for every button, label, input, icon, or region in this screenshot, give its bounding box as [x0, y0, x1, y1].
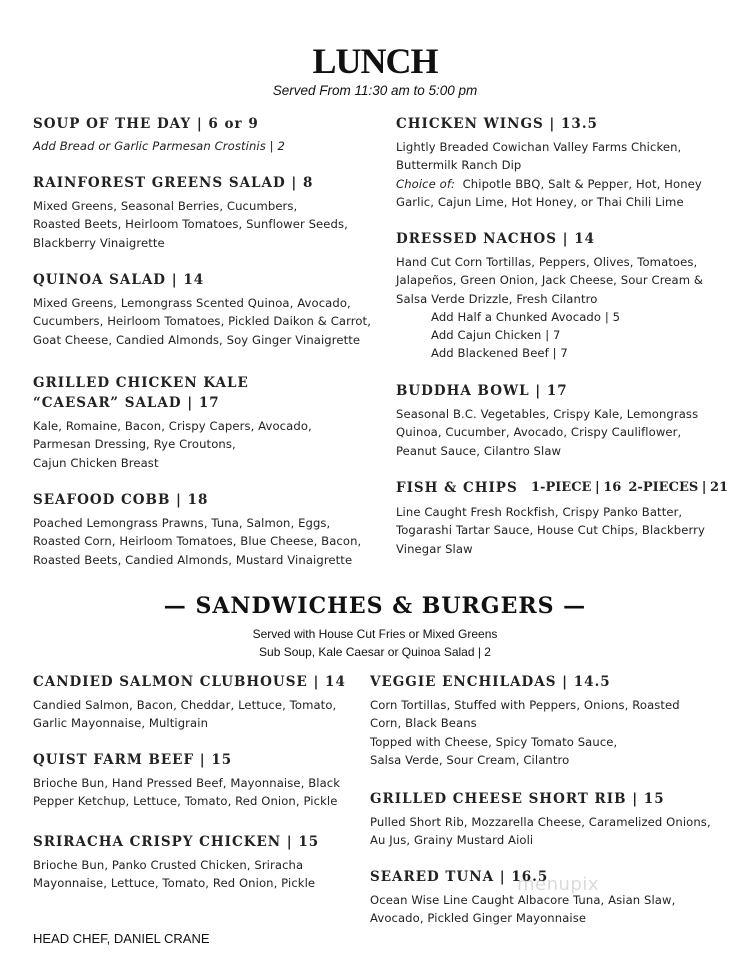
- desc-line: Goat Cheese, Candied Almonds, Soy Ginger Vinaigrette: [33, 332, 361, 347]
- desc-line: Pulled Short Rib, Mozzarella Cheese, Caramelized Onions,: [370, 815, 711, 829]
- item-name-soup: SOUP OF THE DAY | 6 or 9: [33, 116, 259, 132]
- desc-line: Mayonnaise, Lettuce, Tomato, Red Onion, Pickle: [33, 876, 316, 891]
- desc-line: Brioche Bun, Panko Crusted Chicken, Sriracha: [33, 858, 304, 872]
- section-note-sub: Sub Soup, Kale Caesar or Quinoa Salad | 2: [259, 645, 491, 659]
- item-desc-seafood-cobb: [33, 514, 361, 569]
- item-name-nachos: DRESSED NACHOS | 14: [396, 231, 596, 247]
- choice-options: Chipotle BBQ, Salt & Pepper, Hot, Honey: [455, 176, 702, 191]
- desc-line: Mixed Greens, Seasonal Berries, Cucumbers,: [33, 199, 298, 213]
- item-desc-quinoa-salad: [33, 294, 371, 349]
- desc-line: Salsa Verde, Sour Cream, Cilantro: [370, 752, 570, 767]
- desc-line: Mixed Greens, Lemongrass Scented Quinoa, Avocado,: [33, 296, 351, 310]
- desc-line: Roasted Corn, Heirloom Tomatoes, Blue Cheese, Bacon,: [33, 534, 362, 549]
- choice-label: Choice of:: [396, 176, 456, 191]
- desc-line: Cajun Chicken Breast: [33, 455, 159, 470]
- item-desc-fish-chips: [396, 503, 705, 558]
- desc-line: Seasonal B.C. Vegetables, Crispy Kale, Lemongrass: [396, 407, 699, 421]
- item-name-buddha-bowl: BUDDHA BOWL | 17: [396, 383, 568, 399]
- item-name-veggie-enchiladas: VEGGIE ENCHILADAS | 14.5: [370, 674, 611, 690]
- desc-line: Buttermilk Ranch Dip: [396, 158, 522, 173]
- desc-line: Togarashi Tartar Sauce, House Cut Chips, Blackberry: [396, 523, 705, 538]
- desc-line: Poached Lemongrass Prawns, Tuna, Salmon, Eggs,: [33, 516, 331, 530]
- watermark: menupix: [517, 874, 600, 895]
- item-name-seafood-cobb: SEAFOOD COBB | 18: [33, 492, 209, 508]
- desc-line: Kale, Romaine, Bacon, Crispy Capers, Avocado,: [33, 419, 312, 433]
- item-desc-sriracha-chicken: [33, 856, 315, 893]
- item-name-quinoa-salad: QUINOA SALAD | 14: [33, 272, 205, 288]
- item-price-fish-chips: 1-PIECE | 16 2-PIECES | 21: [531, 480, 729, 495]
- item-name-caesar-line2: “CAESAR” SALAD | 17: [33, 395, 220, 411]
- addon-avocado: Add Half a Chunked Avocado | 5: [431, 309, 621, 324]
- desc-line: Blackberry Vinaigrette: [33, 235, 165, 250]
- section-note-sides: Served with House Cut Fries or Mixed Greens: [252, 627, 498, 641]
- item-desc-caesar: [33, 417, 312, 472]
- desc-line: Hand Cut Corn Tortillas, Peppers, Olives, Tomatoes,: [396, 255, 698, 269]
- desc-line: Vinegar Slaw: [396, 541, 473, 556]
- desc-line: Candied Salmon, Bacon, Cheddar, Lettuce, Tomato,: [33, 698, 337, 712]
- item-desc-grilled-cheese: [370, 813, 711, 850]
- desc-line: Cucumbers, Heirloom Tomatoes, Pickled Daikon & Carrot,: [33, 314, 371, 329]
- item-name-greens-salad: RAINFOREST GREENS SALAD | 8: [33, 175, 314, 191]
- desc-line: Au Jus, Grainy Mustard Aioli: [370, 833, 534, 848]
- item-desc-nachos: [396, 253, 703, 363]
- section-title-sandwiches: — SANDWICHES & BURGERS —: [163, 593, 587, 619]
- desc-line: Roasted Beets, Candied Almonds, Mustard Vinaigrette: [33, 552, 353, 567]
- desc-line: Jalapeños, Green Onion, Jack Cheese, Sour Cream &: [396, 273, 704, 288]
- desc-line: Topped with Cheese, Spicy Tomato Sauce,: [370, 734, 618, 749]
- addon-chicken: Add Cajun Chicken | 7: [431, 328, 561, 343]
- desc-line: Roasted Beets, Heirloom Tomatoes, Sunflower Seeds,: [33, 217, 348, 232]
- item-desc-soup: Add Bread or Garlic Parmesan Crostinis | 2: [33, 139, 285, 153]
- desc-line: Ocean Wise Line Caught Albacore Tuna, Asian Slaw,: [370, 893, 676, 907]
- choice-line-2: Garlic, Cajun Lime, Hot Honey, or Thai Chili Lime: [396, 194, 684, 209]
- page-title: LUNCH: [312, 41, 438, 81]
- item-desc-greens-salad: [33, 197, 348, 252]
- desc-line: Quinoa, Cucumber, Avocado, Crispy Cauliflower,: [396, 425, 682, 440]
- head-chef-credit: HEAD CHEF, DANIEL CRANE: [33, 931, 210, 946]
- desc-line: Corn, Black Beans: [370, 716, 477, 731]
- desc-line: Parmesan Dressing, Rye Croutons,: [33, 437, 236, 452]
- item-name-grilled-cheese: GRILLED CHEESE SHORT RIB | 15: [370, 791, 665, 807]
- desc-line: Garlic Mayonnaise, Multigrain: [33, 716, 209, 731]
- item-name-sriracha-chicken: SRIRACHA CRISPY CHICKEN | 15: [33, 834, 320, 850]
- item-name-fish-chips: FISH & CHIPS: [396, 480, 518, 496]
- choice-line: [396, 175, 702, 193]
- desc-line: Line Caught Fresh Rockfish, Crispy Panko Batter,: [396, 505, 683, 519]
- item-desc-quist-beef: [33, 774, 340, 811]
- item-desc-salmon-clubhouse: [33, 696, 336, 733]
- desc-line: Corn Tortillas, Stuffed with Peppers, Onions, Roasted: [370, 698, 680, 712]
- service-hours: Served From 11:30 am to 5:00 pm: [272, 83, 478, 98]
- desc-line: Brioche Bun, Hand Pressed Beef, Mayonnaise, Black: [33, 776, 341, 790]
- item-desc-seared-tuna: [370, 891, 675, 928]
- item-name-salmon-clubhouse: CANDIED SALMON CLUBHOUSE | 14: [33, 674, 346, 690]
- item-desc-buddha-bowl: [396, 405, 698, 460]
- desc-line: Lightly Breaded Cowichan Valley Farms Chicken,: [396, 140, 682, 154]
- item-name-caesar-line1: GRILLED CHICKEN KALE: [33, 375, 249, 391]
- item-name-quist-beef: QUIST FARM BEEF | 15: [33, 752, 233, 768]
- item-desc-veggie-enchiladas: [370, 696, 680, 769]
- addon-beef: Add Blackened Beef | 7: [431, 346, 568, 361]
- item-name-chicken-wings: CHICKEN WINGS | 13.5: [396, 116, 598, 132]
- item-desc-chicken-wings: [396, 138, 702, 211]
- desc-line: Avocado, Pickled Ginger Mayonnaise: [370, 911, 587, 926]
- item-name-seared-tuna: SEARED TUNA | 16.5: [370, 869, 549, 885]
- desc-line: Peanut Sauce, Cilantro Slaw: [396, 443, 562, 458]
- desc-line: Salsa Verde Drizzle, Fresh Cilantro: [396, 291, 598, 306]
- desc-line: Pepper Ketchup, Lettuce, Tomato, Red Onion, Pickle: [33, 794, 338, 809]
